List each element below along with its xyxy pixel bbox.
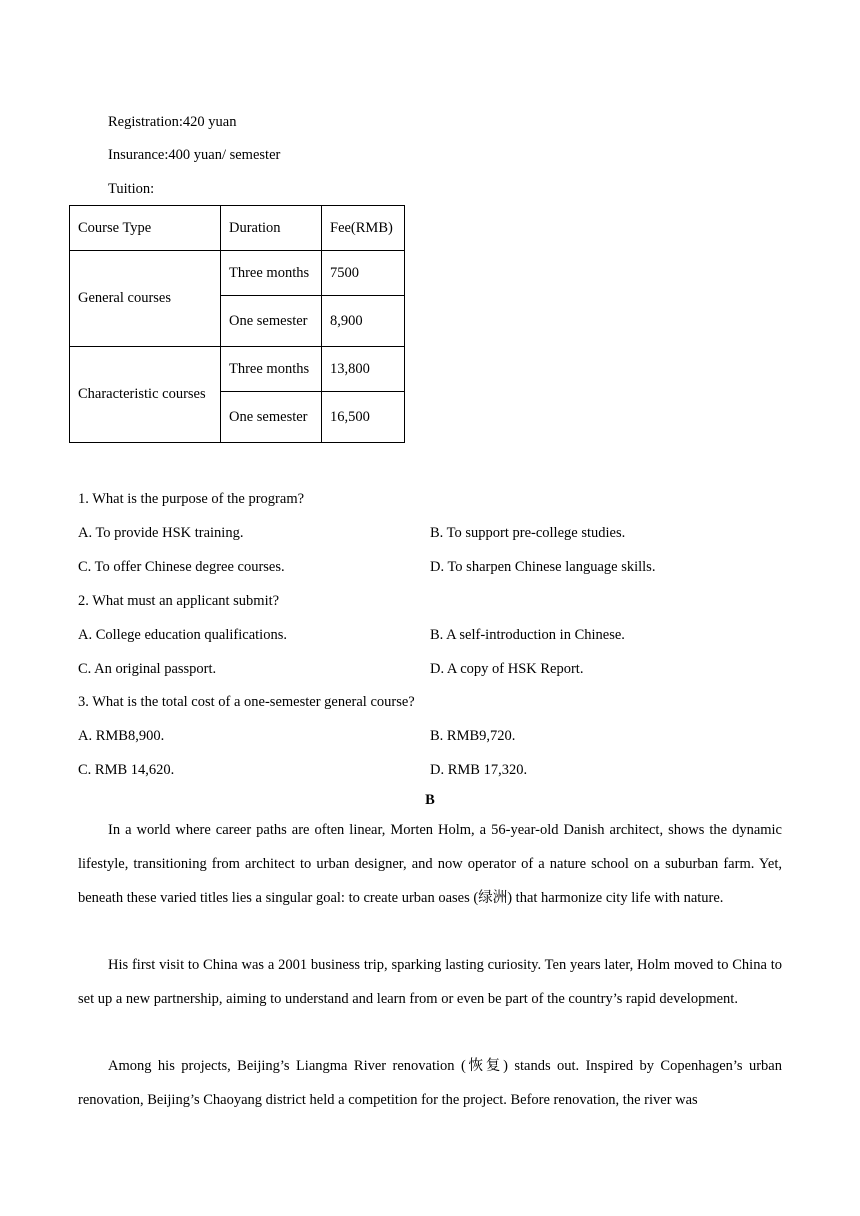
question-1-option-b: B. To support pre-college studies. [430, 525, 626, 541]
passage-paragraph-1: In a world where career paths are often linear, Morten Holm, a 56-year-old Danish architect, shows the dynamic lifestyle, transitioning from architect to urban designer, and now operator of a nature school on a suburban farm. Yet, beneath these varied titles lies a singular goal: to create urban oases (绿洲) that harmonize city life with nature. [78, 822, 782, 906]
duration-cell: One semester [221, 392, 322, 443]
question-3-stem: 3. What is the total cost of a one-semester general course? [78, 694, 415, 710]
question-1-option-c: C. To offer Chinese degree courses. [78, 559, 285, 575]
header-fee: Fee(RMB) [322, 206, 405, 251]
header-duration: Duration [221, 206, 322, 251]
question-3-option-d: D. RMB 17,320. [430, 762, 528, 778]
fee-cell: 13,800 [322, 347, 405, 392]
table-header-row [70, 206, 405, 251]
fee-cell: 8,900 [322, 296, 405, 347]
passage-paragraph-2: His first visit to China was a 2001 business trip, sparking lasting curiosity. Ten years later, Holm moved to China to set up a new partnership, aiming to understand and learn from or even be part of the country’s rapid development. [78, 957, 782, 1007]
question-2-option-d: D. A copy of HSK Report. [430, 661, 584, 677]
registration-fee: Registration:420 yuan [108, 114, 237, 130]
question-2-stem: 2. What must an applicant submit? [78, 593, 280, 609]
question-2-option-b: B. A self-introduction in Chinese. [430, 627, 625, 643]
tuition-label: Tuition: [108, 181, 155, 197]
question-3-option-a: A. RMB8,900. [78, 728, 165, 744]
insurance-fee: Insurance:400 yuan/ semester [108, 147, 281, 163]
question-3-option-b: B. RMB9,720. [430, 728, 516, 744]
course-type-cell: Characteristic courses [70, 347, 221, 443]
table-row [70, 347, 405, 392]
question-1-option-a: A. To provide HSK training. [78, 525, 244, 541]
fee-cell: 16,500 [322, 392, 405, 443]
duration-cell: Three months [221, 347, 322, 392]
course-type-cell: General courses [70, 251, 221, 347]
question-2-option-a: A. College education qualifications. [78, 627, 287, 643]
passage-paragraph-3: Among his projects, Beijing’s Liangma River renovation (恢复) stands out. Inspired by Copenhagen’s urban renovation, Beijing’s Chaoyang district held a competition for the project. Before renovation, the river was [78, 1058, 782, 1108]
question-1-option-d: D. To sharpen Chinese language skills. [430, 559, 656, 575]
duration-cell: One semester [221, 296, 322, 347]
tuition-table [69, 205, 405, 443]
question-3-option-c: C. RMB 14,620. [78, 762, 175, 778]
table-row [70, 251, 405, 296]
header-course-type: Course Type [70, 206, 221, 251]
fee-cell: 7500 [322, 251, 405, 296]
section-b-title: B [425, 792, 435, 808]
question-1-stem: 1. What is the purpose of the program? [78, 491, 305, 507]
duration-cell: Three months [221, 251, 322, 296]
question-2-option-c: C. An original passport. [78, 661, 217, 677]
